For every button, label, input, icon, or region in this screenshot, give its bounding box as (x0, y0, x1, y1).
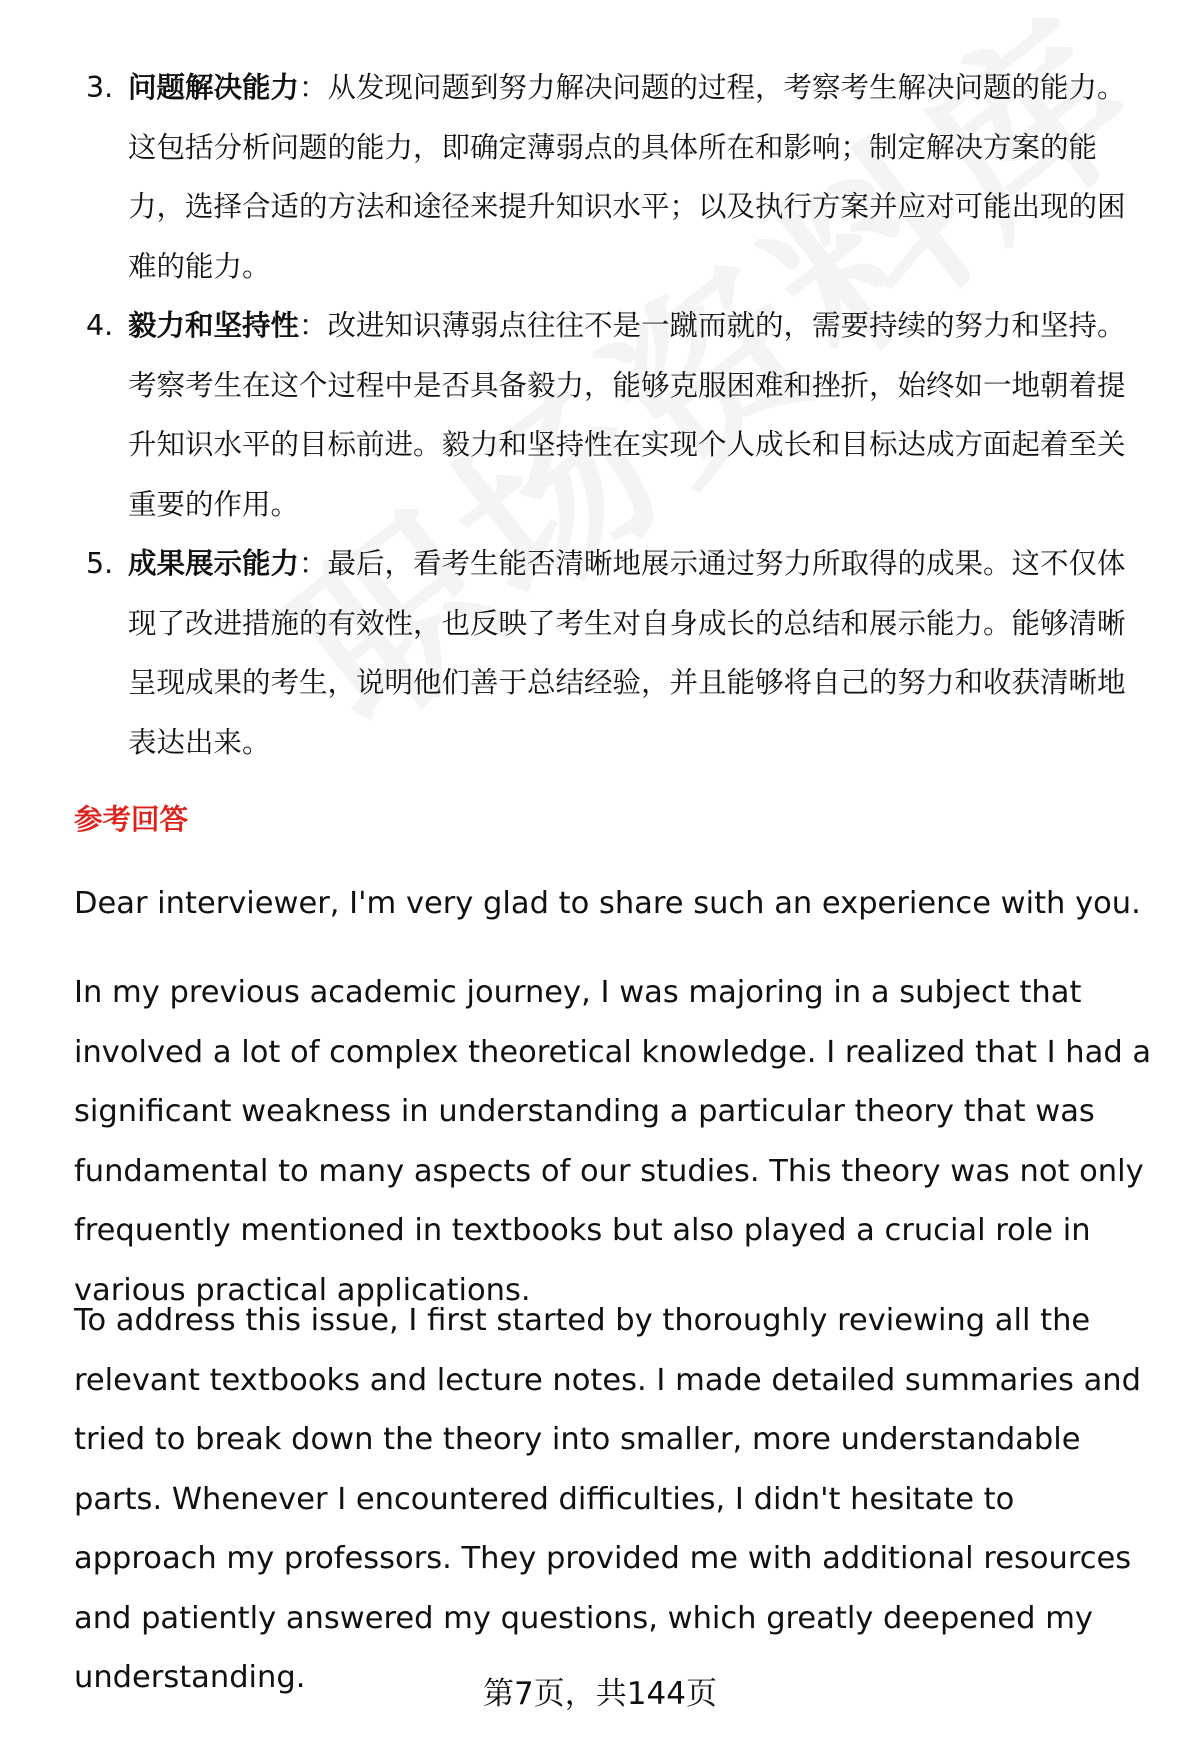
list-item-term: 成果展示能力 (128, 547, 300, 580)
list-item-number: 3. (86, 71, 114, 104)
list-item-text: ：从发现问题到努力解决问题的过程，考察考生解决问题的能力。这包括分析问题的能力，即确定薄弱点的具体所在和影响；制定解决方案的能力，选择合适的方法和途径来提升知识水平；以及执行方案并应对可能出现的困难的能力。 (128, 71, 1126, 283)
list-item-number: 4. (86, 309, 114, 342)
list-item (86, 534, 1146, 772)
list-item-text: ：最后，看考生能否清晰地展示通过努力所取得的成果。这不仅体现了改进措施的有效性，也反映了考生对自身成长的总结和展示能力。能够清晰呈现成果的考生，说明他们善于总结经验，并且能够将自己的努力和收获清晰地表达出来。 (128, 547, 1126, 759)
list-item (86, 58, 1146, 296)
answer-paragraph: To address this issue, I first started by thoroughly reviewing all the relevant textbooks and lecture notes. I made detailed summaries and tried to break down the theory into smaller, more understandable parts. Whenever I encountered difficulties, I didn't hesitate to approach my professors. They provided me with additional resources and patiently answered my questions, which greatly deepened my understanding. (74, 1303, 1141, 1695)
list-item-term: 问题解决能力 (128, 71, 300, 104)
answer-paragraph: Dear interviewer, I'm very glad to share such an experience with you. (74, 886, 1141, 921)
page-number-footer: 第7页，共144页 (483, 1676, 717, 1712)
list-item-term: 毅力和坚持性 (128, 309, 300, 342)
criteria-list (86, 58, 1146, 772)
list-item (86, 296, 1146, 534)
list-item-number: 5. (86, 547, 114, 580)
answer-paragraph: In my previous academic journey, I was majoring in a subject that involved a lot of complex theoretical knowledge. I realized that I had a significant weakness in understanding a particular theory that was fundamental to many aspects of our studies. This theory was not only frequently mentioned in textbooks but also played a crucial role in various practical applications. (74, 975, 1152, 1308)
list-item-text: ：改进知识薄弱点往往不是一蹴而就的，需要持续的努力和坚持。考察考生在这个过程中是否具备毅力，能够克服困难和挫折，始终如一地朝着提升知识水平的目标前进。毅力和坚持性在实现个人成长和目标达成方面起着至关重要的作用。 (128, 309, 1126, 521)
reference-answer-heading: 参考回答 (74, 803, 189, 836)
